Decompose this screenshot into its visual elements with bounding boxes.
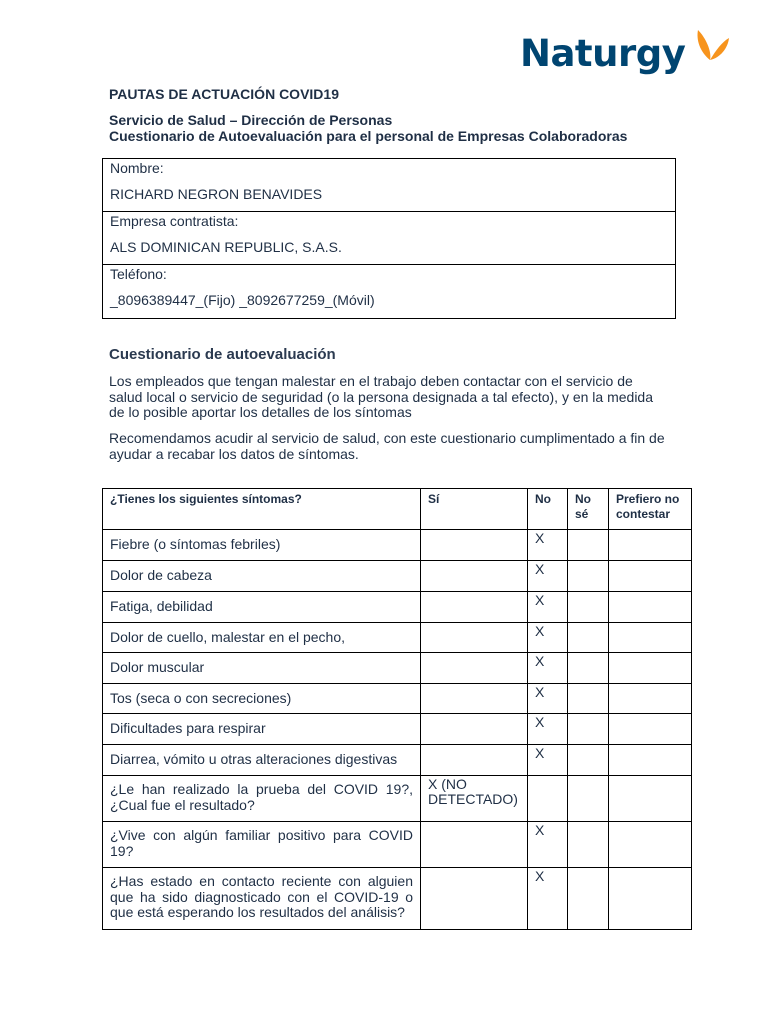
table-row bbox=[103, 684, 692, 714]
phone-row bbox=[103, 265, 675, 318]
symptoms-table bbox=[102, 488, 692, 930]
name-row bbox=[103, 159, 675, 212]
name-label: Nombre: bbox=[110, 160, 164, 176]
instructions-paragraph: Los empleados que tengan malestar en el trabajo deben contactar con el servicio de salud local o servicio de seguridad (o la persona designada a tal efecto), y en la medida de lo posible aportar los detalles de los síntomas bbox=[109, 373, 653, 420]
answer-no-se bbox=[568, 714, 609, 745]
header-si: Sí bbox=[421, 489, 528, 530]
answer-prefiero bbox=[609, 684, 692, 714]
answer-no-se bbox=[568, 653, 609, 684]
document-subtitle-questionnaire: Cuestionario de Autoevaluación para el personal de Empresas Colaboradoras bbox=[109, 128, 628, 144]
table-row bbox=[103, 592, 692, 623]
answer-no-se bbox=[568, 822, 609, 868]
symptom-cell: Fiebre (o síntomas febriles) bbox=[103, 530, 421, 561]
answer-no: X bbox=[528, 530, 568, 561]
logo-text: Naturgy bbox=[520, 32, 686, 75]
symptom-cell: Dolor de cuello, malestar en el pecho, bbox=[103, 623, 421, 653]
answer-si bbox=[421, 822, 528, 868]
answer-si bbox=[421, 530, 528, 561]
phone-label: Teléfono: bbox=[110, 266, 167, 282]
table-row bbox=[103, 822, 692, 868]
answer-no-se bbox=[568, 623, 609, 653]
company-label: Empresa contratista: bbox=[110, 213, 239, 229]
table-row bbox=[103, 653, 692, 684]
answer-no-se bbox=[568, 868, 609, 930]
answer-no: X bbox=[528, 653, 568, 684]
answer-si bbox=[421, 745, 528, 776]
answer-no-se bbox=[568, 592, 609, 623]
document-subtitle-service: Servicio de Salud – Dirección de Personas bbox=[109, 112, 393, 128]
answer-prefiero bbox=[609, 745, 692, 776]
symptom-cell: Fatiga, debilidad bbox=[103, 592, 421, 623]
recommendation-paragraph: Recomendamos acudir al servicio de salud, con este cuestionario cumplimentado a fin de ayudar a recabar los datos de síntomas. bbox=[109, 430, 665, 462]
table-row bbox=[103, 776, 692, 822]
table-row bbox=[103, 561, 692, 592]
table-row bbox=[103, 868, 692, 930]
answer-prefiero bbox=[609, 623, 692, 653]
company-value: ALS DOMINICAN REPUBLIC, S.A.S. bbox=[110, 239, 342, 255]
answer-no bbox=[528, 776, 568, 822]
answer-no: X bbox=[528, 592, 568, 623]
name-value: RICHARD NEGRON BENAVIDES bbox=[110, 186, 323, 202]
answer-prefiero bbox=[609, 714, 692, 745]
answer-si: X (NO DETECTADO) bbox=[421, 776, 528, 822]
header-prefiero: Prefiero no contestar bbox=[609, 489, 692, 530]
answer-si bbox=[421, 714, 528, 745]
table-row bbox=[103, 530, 692, 561]
personal-info-box bbox=[102, 158, 676, 319]
answer-no: X bbox=[528, 868, 568, 930]
answer-no-se bbox=[568, 530, 609, 561]
symptom-cell: Diarrea, vómito u otras alteraciones digestivas bbox=[103, 745, 421, 776]
symptom-cell: ¿Le han realizado la prueba del COVID 19?, ¿Cual fue el resultado? bbox=[103, 776, 421, 822]
document-title: PAUTAS DE ACTUACIÓN COVID19 bbox=[109, 86, 339, 102]
header-no-se: No sé bbox=[568, 489, 609, 530]
answer-no: X bbox=[528, 745, 568, 776]
answer-prefiero bbox=[609, 530, 692, 561]
header-no: No bbox=[528, 489, 568, 530]
answer-no: X bbox=[528, 561, 568, 592]
table-row bbox=[103, 623, 692, 653]
table-row bbox=[103, 745, 692, 776]
answer-prefiero bbox=[609, 868, 692, 930]
symptom-cell: ¿Has estado en contacto reciente con alguien que ha sido diagnosticado con el COVID-19 o que está esperando los resultados del análisis? bbox=[103, 868, 421, 930]
section-heading: Cuestionario de autoevaluación bbox=[109, 346, 336, 363]
symptom-cell: Dolor muscular bbox=[103, 653, 421, 684]
table-row bbox=[103, 714, 692, 745]
butterfly-logo-icon bbox=[692, 28, 730, 68]
naturgy-logo bbox=[520, 28, 730, 80]
answer-si bbox=[421, 623, 528, 653]
answer-si bbox=[421, 561, 528, 592]
answer-prefiero bbox=[609, 653, 692, 684]
answer-si bbox=[421, 684, 528, 714]
answer-no-se bbox=[568, 745, 609, 776]
phone-value: _8096389447_(Fijo) _8092677259_(Móvil) bbox=[110, 292, 375, 308]
answer-no-se bbox=[568, 684, 609, 714]
symptom-cell: Dificultades para respirar bbox=[103, 714, 421, 745]
answer-si bbox=[421, 653, 528, 684]
answer-prefiero bbox=[609, 592, 692, 623]
answer-prefiero bbox=[609, 822, 692, 868]
symptom-cell: ¿Vive con algún familiar positivo para COVID 19? bbox=[103, 822, 421, 868]
answer-no: X bbox=[528, 623, 568, 653]
answer-no-se bbox=[568, 776, 609, 822]
answer-si bbox=[421, 868, 528, 930]
answer-prefiero bbox=[609, 561, 692, 592]
table-header-row bbox=[103, 489, 692, 530]
header-symptoms: ¿Tienes los siguientes síntomas? bbox=[103, 489, 421, 530]
symptom-cell: Tos (seca o con secreciones) bbox=[103, 684, 421, 714]
answer-no: X bbox=[528, 822, 568, 868]
answer-si bbox=[421, 592, 528, 623]
answer-no: X bbox=[528, 684, 568, 714]
answer-prefiero bbox=[609, 776, 692, 822]
answer-no-se bbox=[568, 561, 609, 592]
answer-no: X bbox=[528, 714, 568, 745]
symptom-cell: Dolor de cabeza bbox=[103, 561, 421, 592]
company-row bbox=[103, 212, 675, 265]
